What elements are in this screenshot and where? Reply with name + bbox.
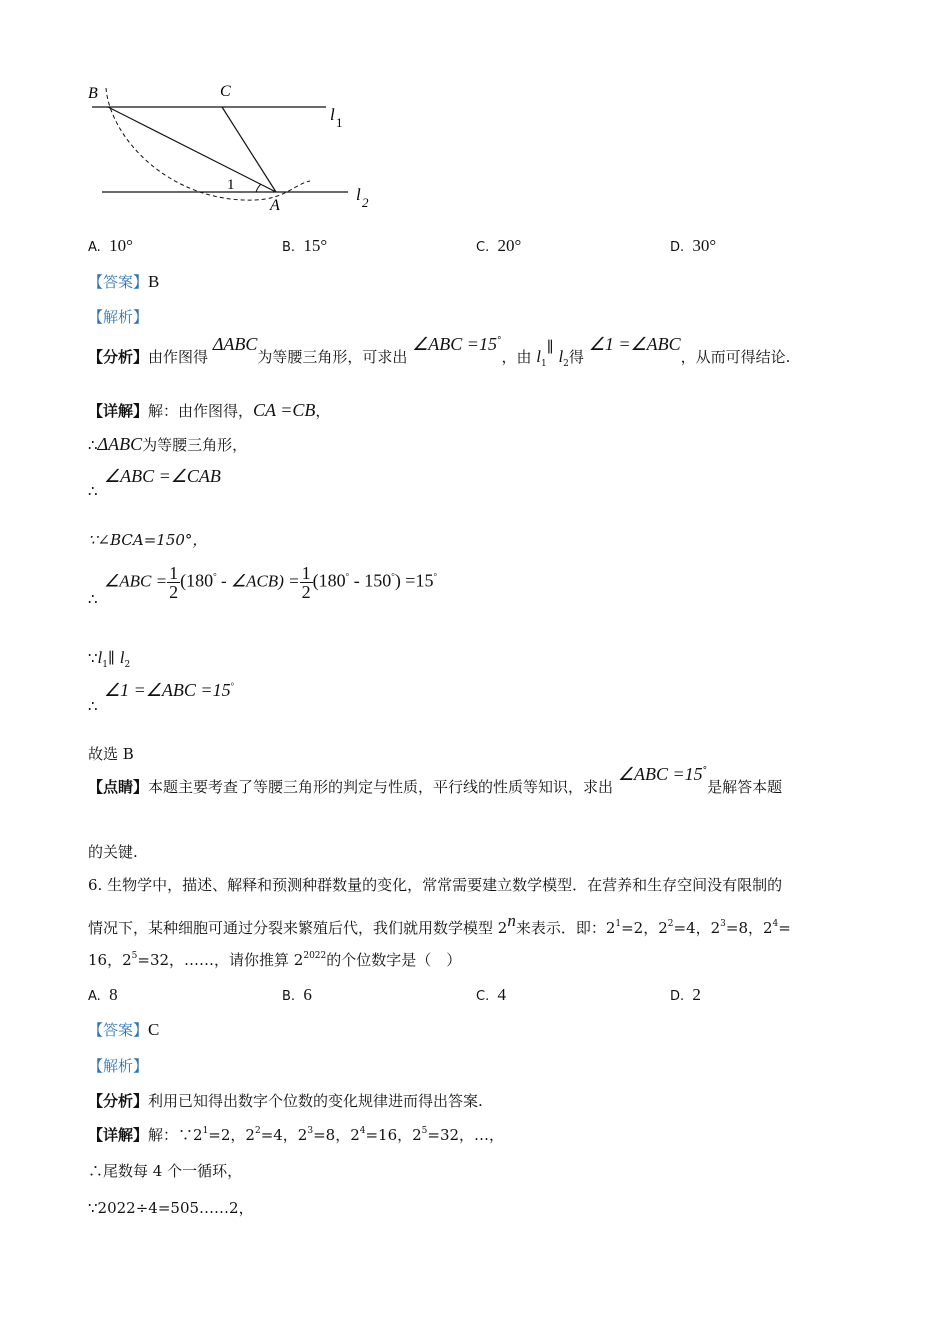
q5-detail-3-sym: ∴ [88,482,98,500]
angle-1-arc [256,184,261,192]
q5-fenxi: 【分析】由作图得 ΔABC为等腰三角形，可求出 ∠ABC =15°，由 $l_1\parallel$ $l_2$得 ∠1 =∠ABC，从而可得结论. [88,334,791,369]
q5-option-c[interactable]: C. 20° [476,236,522,255]
q5-answer: 【答案】B [88,272,160,291]
label-l1-sub: 1 [336,115,343,130]
q6-stem-1: 6. 生物学中，描述、解释和预测种群数量的变化，常常需要建立数学模型．在营养和生存空间没有限制的 [88,876,783,894]
q5-detail-7-sym: ∴ [88,697,98,715]
q6-answer: 【答案】C [88,1020,160,1039]
q5-option-a[interactable]: A. 10° [88,236,133,255]
label-A: A [270,197,280,213]
q6-option-d[interactable]: D. 2 [670,985,701,1004]
q6-detail-3: ∵2022÷4=505……2， [88,1199,254,1217]
label-B: B [88,85,98,102]
q5-detail-2: ∴ΔABC为等腰三角形， [88,434,248,454]
q5-detail-5-sym: ∴ [88,590,98,608]
q6-detail-2: ∴尾数每 4 个一循环， [88,1162,243,1180]
q5-detail-3-math: ∠ABC =∠CAB [104,466,221,486]
q6-stem-3: 16，$2^5=32$，……，请你推算 $2^{2022}$的个位数字是（ ） [88,951,462,969]
label-l2: l [356,185,361,204]
label-l2-sub: 2 [362,195,369,210]
label-l1: l [330,105,335,124]
q5-option-d[interactable]: D. 30° [670,236,717,255]
q5-analysis-tag: 【解析】 [88,308,149,326]
q5-detail-1: 【详解】解：由作图得，CA =CB， [88,400,331,420]
geometry-figure [80,78,380,213]
q6-detail-1: 【详解】解：$\because 2^1=2$，$2^2=4$，$2^3=8$，$2^4=16$，$2^5=32$，…， [88,1126,505,1144]
q6-option-a[interactable]: A. 8 [88,985,118,1004]
q6-analysis-tag: 【解析】 [88,1057,149,1075]
q6-option-c[interactable]: C. 4 [476,985,506,1004]
q5-detail-7-math: ∠1 =∠ABC =15° [104,680,235,700]
label-angle-1: 1 [227,177,235,193]
q5-dianjing-2: 的关键. [88,843,138,861]
q5-detail-6: $\because l_1\parallel$ $l_2$ [88,648,131,670]
q5-dianjing: 【点睛】本题主要考查了等腰三角形的判定与性质，平行线的性质等知识，求出 ∠ABC =15°是解答本题 [88,764,783,796]
q5-detail-4: ∵∠BCA=150°， [88,531,208,549]
q6-option-b[interactable]: B. 6 [282,985,312,1004]
q5-detail-5-math: ∠ABC = $\frac{1}{2}$ (180° - ∠ACB) = $\frac{1}{2}$ (180° - 150°) =15° [104,563,438,602]
label-C: C [220,83,231,100]
q5-option-b[interactable]: B. 15° [282,236,328,255]
segment-BA [108,107,276,192]
q6-fenxi: 【分析】利用已知得出数字个位数的变化规律进而得出答案. [88,1092,483,1110]
q5-conclusion: 故选 B [88,745,134,763]
q6-stem-2: 情况下，某种细胞可通过分裂来繁殖后代，我们就用数学模型 2$^n$来表示．即：$2^1=2$，$2^2=4$，$2^3=8$，$2^4=$ [88,911,791,937]
dashed-arc [106,88,310,200]
